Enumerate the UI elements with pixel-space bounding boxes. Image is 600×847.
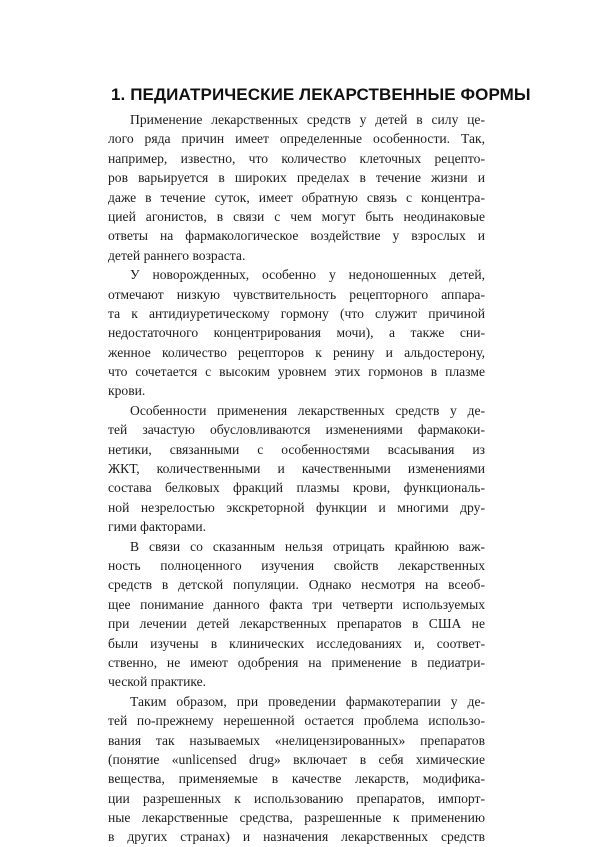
- text-line: ческой практике.: [108, 674, 207, 690]
- text-line: та к антидиуретическому гормону (что служит причиной: [108, 305, 485, 321]
- text-line: состава белковых фракций плазмы крови, функциональ-: [108, 480, 485, 496]
- text-line: цией агонистов, в связи с чем могут быть неодинаковые: [108, 208, 485, 224]
- text-line: в других странах) и назначения лекарственных средств: [108, 829, 485, 845]
- text-line: ответы на фармакологическое воздействие у взрослых и: [108, 228, 485, 244]
- text-line: что сочетается с высоким уровнем этих гормонов в плазме: [108, 364, 485, 380]
- text-line: ции разрешенных к использованию препаратов, импорт-: [108, 790, 485, 806]
- text-line: ственно, не имеют одобрения на применение в педиатри-: [108, 654, 485, 670]
- text-line: отмечают низкую чувствительность рецепторного аппара-: [108, 286, 485, 302]
- text-line: женное количество рецепторов к ренину и альдостерону,: [108, 344, 485, 360]
- text-line: например, известно, что количество клеточных рецепто-: [108, 150, 485, 166]
- text-line: Особенности применения лекарственных средств у де-: [130, 402, 485, 418]
- text-line: детей раннего возраста.: [108, 247, 246, 263]
- text-line: вещества, применяемые в качестве лекарств, модифика-: [108, 771, 485, 787]
- text-line: ность полноценного изучения свойств лекарственных: [108, 557, 485, 573]
- text-line: гими факторами.: [108, 519, 207, 535]
- text-line: были изучены в клинических исследованиях и, соответ-: [108, 635, 485, 651]
- text-line: тей по-прежнему нерешенной остается проблема использо-: [108, 713, 485, 729]
- text-line: Таким образом, при проведении фармакотерапии у де-: [130, 693, 485, 709]
- text-line: ной незрелостью экскреторной функции и многими дру-: [108, 499, 485, 515]
- text-line: лого ряда причин имеет определенные особенности. Так,: [108, 131, 485, 147]
- text-line: У новорожденных, особенно у недоношенных детей,: [130, 267, 485, 283]
- text-line: средств в детской популяции. Однако несмотря на всеоб-: [108, 577, 485, 593]
- chapter-heading: 1. ПЕДИАТРИЧЕСКИЕ ЛЕКАРСТВЕННЫЕ ФОРМЫ: [111, 85, 531, 104]
- text-line: щее понимание данного факта три четверти используемых: [108, 596, 485, 612]
- text-line: при лечении детей лекарственных препаратов в США не: [108, 616, 485, 632]
- text-line: нетики, связанными с особенностями всасывания из: [108, 441, 485, 457]
- text-line: вания так называемых «нелицензированных» препаратов: [108, 732, 485, 748]
- text-line: ров варьируется в широких пределах в течение жизни и: [108, 170, 485, 186]
- text-line: Применение лекарственных средств у детей в силу це-: [130, 112, 485, 127]
- text-line: ные лекарственные средства, разрешенные к применению: [108, 810, 485, 826]
- text-line: (понятие «unlicensed drug» включает в себя химические: [108, 751, 485, 767]
- text-line: В связи со сказанным нельзя отрицать крайнюю важ-: [130, 538, 485, 554]
- body-text: [108, 110, 485, 847]
- text-line: недостаточного концентрирования мочи), а также сни-: [108, 325, 485, 341]
- text-line: тей зачастую обусловливаются изменениями фармакоки-: [108, 422, 485, 438]
- text-line: даже в течение суток, имеет обратную связь с концентра-: [108, 189, 485, 205]
- text-line: ЖКТ, количественными и качественными изменениями: [108, 461, 485, 477]
- text-line: крови.: [108, 383, 146, 399]
